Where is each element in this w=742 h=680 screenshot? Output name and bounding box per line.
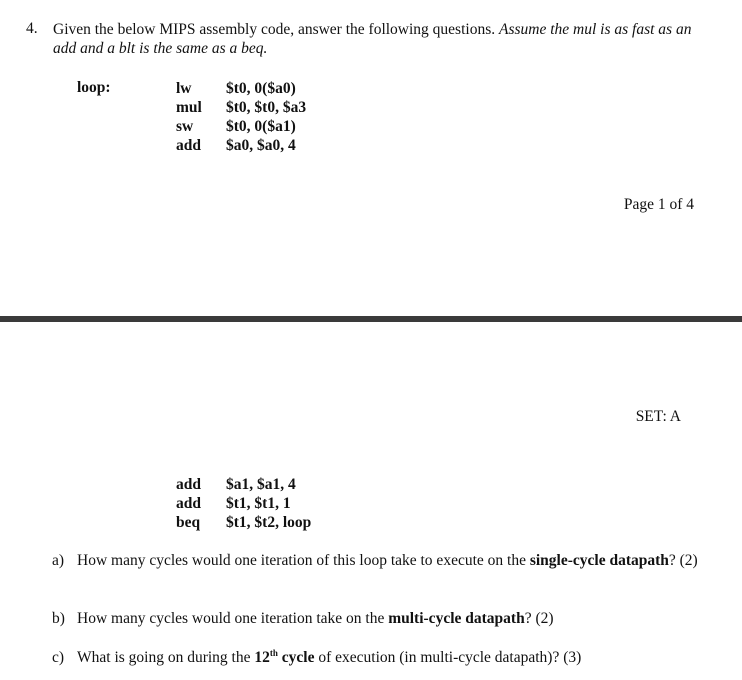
page-number: Page 1 of 4 (623, 196, 694, 213)
subquestion-bold: multi-cycle datapath (388, 610, 525, 627)
subquestion-body (77, 609, 716, 628)
subquestion-letter: a) (52, 552, 65, 569)
code-args: $t0, $t0, $a3 (226, 99, 307, 116)
question-number: 4. (26, 20, 38, 37)
subquestion-body (77, 648, 716, 667)
subquestion-bold-num (254, 649, 278, 666)
question-text (53, 20, 713, 58)
subquestion-letter: c) (52, 649, 65, 666)
set-label: SET: A (635, 408, 681, 425)
code-args: $t1, $t1, 1 (226, 495, 291, 512)
subquestion-bold: cycle (281, 649, 315, 666)
subquestion-a (52, 551, 716, 570)
code-op: mul (176, 99, 202, 116)
code-op: add (176, 137, 201, 154)
code-args: $a1, $a1, 4 (226, 476, 296, 493)
subquestion-marks: of execution (in multi-cycle datapath)? (3) (318, 649, 582, 666)
subquestion-marks: ? (2) (668, 552, 698, 569)
question-text-italic: Assume the mul is as fast as an add and a blt is the same as a beq. (53, 21, 692, 57)
code-args: $t1, $t2, loop (226, 514, 312, 531)
code-op: sw (176, 118, 194, 135)
subquestion-letter: b) (52, 610, 65, 627)
code-args: $t0, 0($a0) (226, 80, 296, 97)
subquestion-b (52, 609, 716, 628)
subquestion-text: What is going on during the (77, 649, 251, 666)
code-op: add (176, 495, 201, 512)
subquestion-marks: ? (2) (524, 610, 554, 627)
page-2 (0, 322, 742, 680)
subquestion-body (77, 551, 716, 570)
page-1 (0, 0, 742, 316)
code-op: add (176, 476, 201, 493)
subquestion-text: How many cycles would one iteration take on the (77, 610, 385, 627)
question-text-plain: Given the below MIPS assembly code, answer the following questions. (53, 21, 496, 38)
subquestion-text: How many cycles would one iteration of this loop take to execute on the (77, 552, 526, 569)
cycle-suffix: th (269, 647, 278, 658)
cycle-number: 12 (254, 649, 270, 666)
code-args: $t0, 0($a1) (226, 118, 296, 135)
code-op: beq (176, 514, 201, 531)
subquestion-c (52, 648, 716, 667)
code-op: lw (176, 80, 192, 97)
code-args: $a0, $a0, 4 (226, 137, 296, 154)
loop-label: loop: (77, 79, 111, 96)
subquestion-bold: single-cycle datapath (529, 552, 669, 569)
